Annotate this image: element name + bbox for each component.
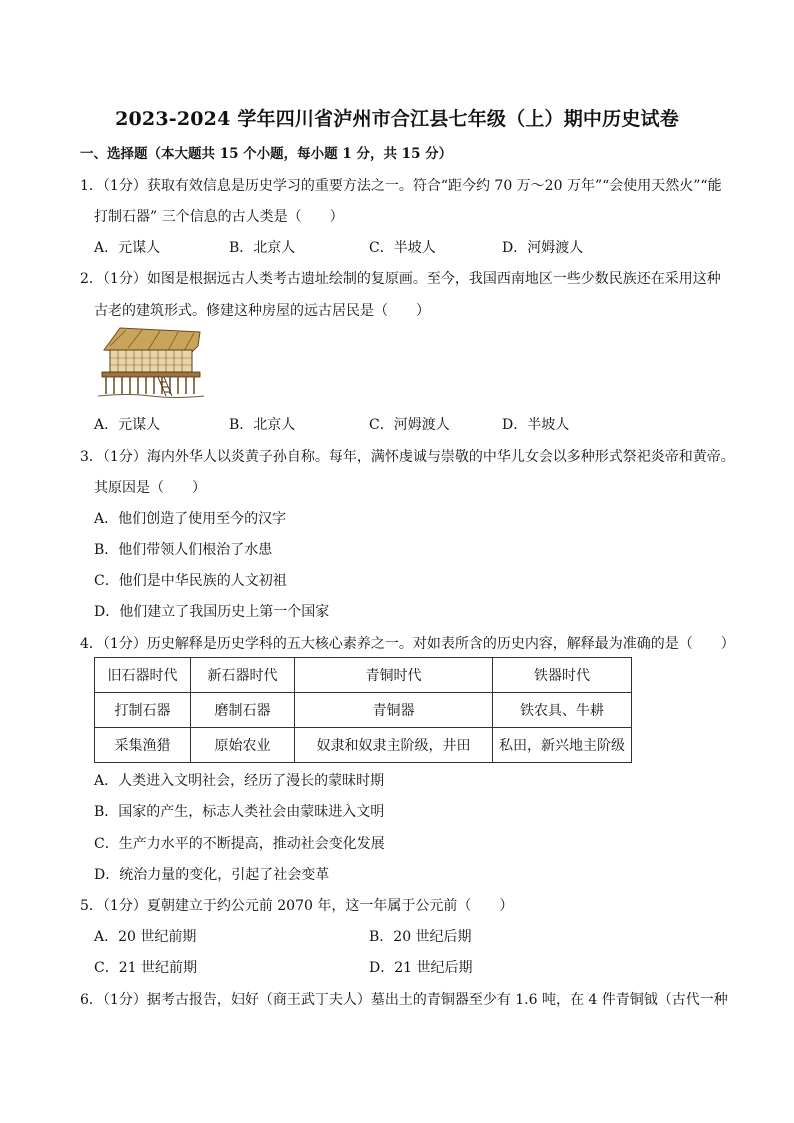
q2-option-c[interactable]: C．河姆渡人 xyxy=(369,417,450,433)
q4-option-b[interactable]: B．国家的产生，标志人类社会由蒙昧进入文明 xyxy=(94,804,385,820)
q4-option-a[interactable]: A．人类进入文明社会，经历了漫长的蒙昧时期 xyxy=(94,773,385,789)
q3-option-b[interactable]: B．他们带领人们根治了水患 xyxy=(94,542,273,558)
q3-option-c[interactable]: C．他们是中华民族的人文初祖 xyxy=(94,573,287,589)
q4-option-d[interactable]: D．统治力量的变化，引起了社会变革 xyxy=(94,867,330,883)
q3-stem-line-1: 3．（1分）海内外华人以炎黄子孙自称。每年，满怀虔诚与崇敬的中华儿女会以多种形式祭祀炎帝和黄帝。 xyxy=(80,449,735,465)
table-cell: 奴隶和奴隶主阶级，井田 xyxy=(295,728,493,763)
table-cell: 青铜器 xyxy=(295,693,493,728)
table-cell: 新石器时代 xyxy=(191,658,295,693)
q6-stem-line-1: 6．（1分）据考古报告，妇好（商王武丁夫人）墓出土的青铜器至少有 1.6 吨，在 4 件青铜钺（古代一种 xyxy=(80,992,728,1008)
q5-option-a[interactable]: A．20 世纪前期 xyxy=(94,929,197,945)
table-row xyxy=(95,693,632,728)
q3-option-d[interactable]: D．他们建立了我国历史上第一个国家 xyxy=(94,604,330,620)
table-cell: 原始农业 xyxy=(191,728,295,763)
q2-option-a[interactable]: A．元谋人 xyxy=(94,417,161,433)
q1-option-a[interactable]: A．元谋人 xyxy=(94,240,161,256)
q4-stem-line-1: 4．（1分）历史解释是历史学科的五大核心素养之一。对如表所含的历史内容，解释最为准确的是（ ） xyxy=(80,636,735,652)
table-row xyxy=(95,658,632,693)
table-cell: 私田，新兴地主阶级 xyxy=(493,728,632,763)
table-row xyxy=(95,728,632,763)
q1-option-b[interactable]: B．北京人 xyxy=(229,240,296,256)
table-cell: 打制石器 xyxy=(95,693,191,728)
table-cell: 青铜时代 xyxy=(295,658,493,693)
q5-option-b[interactable]: B．20 世纪后期 xyxy=(369,929,472,945)
q1-option-d[interactable]: D．河姆渡人 xyxy=(502,240,584,256)
table-cell: 铁器时代 xyxy=(493,658,632,693)
table-cell: 旧石器时代 xyxy=(95,658,191,693)
q1-option-c[interactable]: C．半坡人 xyxy=(369,240,436,256)
q4-option-c[interactable]: C．生产力水平的不断提高，推动社会变化发展 xyxy=(94,836,385,852)
section-heading: 一、选择题（本大题共 15 个小题，每小题 1 分，共 15 分） xyxy=(80,146,453,162)
q3-option-a[interactable]: A．他们创造了使用至今的汉字 xyxy=(94,511,287,527)
table-cell: 磨制石器 xyxy=(191,693,295,728)
q3-stem-line-2: 其原因是（ ） xyxy=(94,480,206,496)
q5-option-c[interactable]: C．21 世纪前期 xyxy=(94,960,197,976)
q2-stem-line-1: 2．（1分）如图是根据远古人类考古遗址绘制的复原画。至今，我国西南地区一些少数民族还在采用这种 xyxy=(80,271,721,287)
q2-stem-line-2: 古老的建筑形式。修建这种房屋的远古居民是（ ） xyxy=(94,303,430,319)
q5-option-d[interactable]: D．21 世纪后期 xyxy=(369,960,473,976)
history-table xyxy=(94,657,632,763)
table-cell: 采集渔猎 xyxy=(95,728,191,763)
stilt-house-illustration xyxy=(98,324,204,400)
q1-stem-line-1: 1．（1分）获取有效信息是历史学习的重要方法之一。符合“距今约 70 万～20 万年”“会使用天然火”“能 xyxy=(80,178,722,194)
q5-stem-line-1: 5．（1分）夏朝建立于约公元前 2070 年，这一年属于公元前（ ） xyxy=(80,898,514,914)
q2-option-b[interactable]: B．北京人 xyxy=(229,417,296,433)
page-title: 2023-2024 学年四川省泸州市合江县七年级（上）期中历史试卷 xyxy=(115,108,679,130)
q1-stem-line-2: 打制石器” 三个信息的古人类是（ ） xyxy=(94,209,344,225)
q2-option-d[interactable]: D．半坡人 xyxy=(502,417,570,433)
table-cell: 铁农具、牛耕 xyxy=(493,693,632,728)
